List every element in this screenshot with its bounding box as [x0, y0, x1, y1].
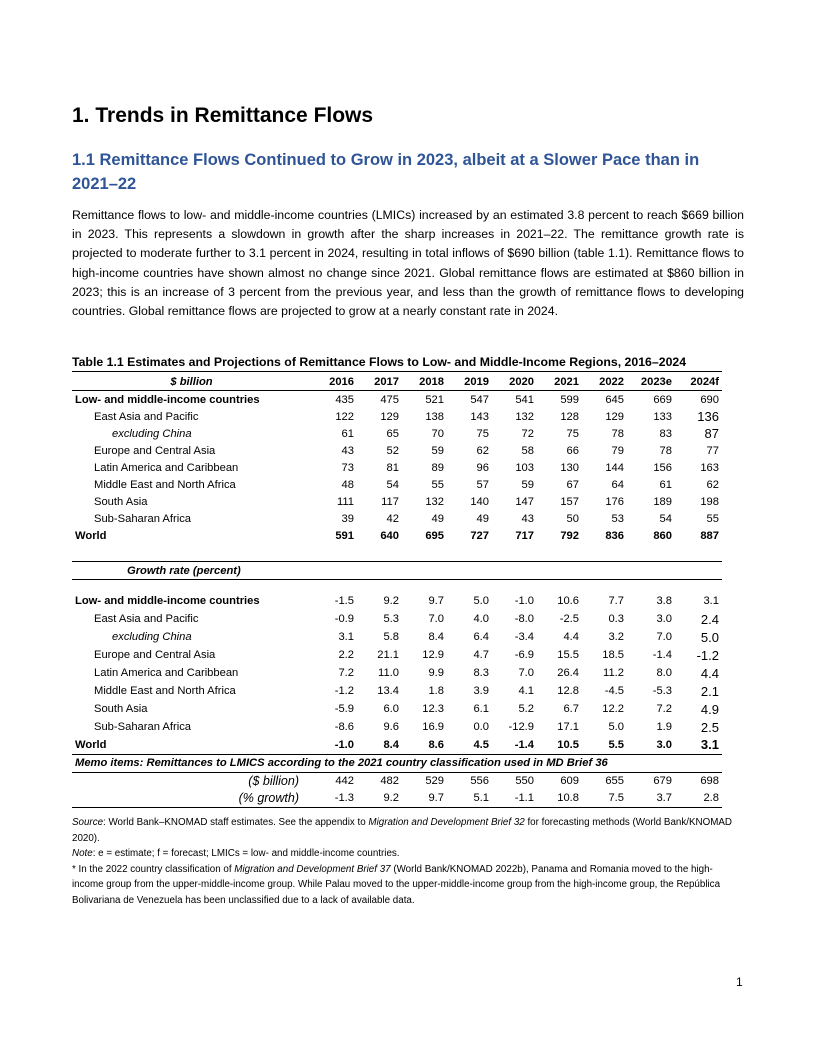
value-cell: -1.2: [334, 685, 354, 697]
memo-row: [72, 790, 722, 808]
value-cell: 130: [560, 461, 579, 474]
value-cell: 156: [653, 461, 672, 474]
value-cell: 609: [560, 775, 579, 787]
year-header: 2024f: [675, 373, 722, 391]
value-cell: 5.0: [608, 721, 624, 733]
value-cell: -8.0: [514, 613, 534, 625]
value-cell: 12.3: [422, 703, 444, 715]
value-cell: 2.8: [675, 790, 722, 808]
value-cell: 7.7: [608, 595, 624, 607]
row-label: East Asia and Pacific: [94, 410, 199, 423]
row-label: East Asia and Pacific: [94, 613, 199, 625]
value-cell: 72: [521, 427, 534, 440]
value-cell: 1.9: [656, 721, 672, 733]
value-cell: 62: [476, 444, 489, 457]
value-cell: 7.2: [338, 667, 354, 679]
row-label: Latin America and Caribbean: [94, 461, 239, 474]
value-cell: 136: [697, 409, 719, 424]
value-cell: 49: [476, 512, 489, 525]
value-cell: 9.2: [383, 595, 399, 607]
value-cell: 49: [431, 512, 444, 525]
table-row: [72, 476, 722, 493]
value-cell: 529: [425, 775, 444, 787]
value-cell: 3.1: [675, 736, 722, 754]
body-paragraph: Remittance flows to low- and middle-income countries (LMICs) increased by an estimated 3.8 percent to reach $669 billion in 2023. This represents a slowdown in growth after the sharp increases in 2021–22. The remittance growth rate is projected to moderate further to 3.1 percent in 2024, resulting in total inflows of $690 billion (table 1.1). Remittance flows to high-income countries have shown almost no change since 2021. Global remittance flows are estimated at $860 billion in 2023; this is an increase of 3 percent from the previous year, and less than the growth of remittance flows to developing countries. Global remittance flows are projected to grow at a nearly constant rate in 2024.: [72, 208, 744, 319]
value-cell: 2.5: [700, 719, 719, 735]
value-cell: 198: [700, 495, 719, 508]
value-cell: 5.3: [383, 613, 399, 625]
memo-row-label: ($ billion): [248, 774, 299, 788]
value-cell: 8.6: [402, 736, 447, 754]
value-cell: 57: [476, 478, 489, 491]
value-cell: 61: [341, 427, 354, 440]
value-cell: 176: [605, 495, 624, 508]
value-cell: 132: [425, 495, 444, 508]
value-cell: 75: [566, 427, 579, 440]
row-label: Sub-Saharan Africa: [94, 721, 192, 733]
value-cell: 695: [425, 529, 444, 542]
memo-row: [72, 772, 722, 790]
value-cell: 4.1: [518, 685, 534, 697]
table-row: [72, 510, 722, 527]
value-cell: 157: [560, 495, 579, 508]
value-cell: 9.2: [357, 790, 402, 808]
value-cell: 140: [470, 495, 489, 508]
value-cell: 698: [700, 775, 719, 787]
value-cell: 132: [515, 410, 534, 423]
value-cell: 16.9: [422, 721, 444, 733]
value-cell: 12.9: [422, 649, 444, 661]
value-cell: -5.3: [652, 685, 672, 697]
table-row: [72, 718, 722, 736]
value-cell: 7.0: [428, 613, 444, 625]
value-cell: 3.9: [473, 685, 489, 697]
row-label: Low- and middle-income countries: [75, 595, 260, 607]
value-cell: 67: [566, 478, 579, 491]
value-cell: 4.4: [563, 631, 579, 643]
memo-header-row: [72, 754, 722, 772]
value-cell: 3.7: [627, 790, 675, 808]
value-cell: 79: [611, 444, 624, 457]
row-label: excluding China: [112, 427, 192, 440]
row-label: South Asia: [94, 495, 148, 508]
value-cell: 143: [470, 410, 489, 423]
value-cell: 70: [431, 427, 444, 440]
value-cell: 59: [521, 478, 534, 491]
value-cell: 7.0: [656, 631, 672, 643]
value-cell: 1.8: [428, 685, 444, 697]
table-row: [72, 459, 722, 476]
value-cell: 42: [386, 512, 399, 525]
value-cell: 77: [706, 444, 719, 457]
value-cell: 96: [476, 461, 489, 474]
value-cell: 3.8: [656, 595, 672, 607]
value-cell: -1.2: [696, 647, 719, 663]
value-cell: 59: [431, 444, 444, 457]
value-cell: 163: [700, 461, 719, 474]
value-cell: 5.8: [383, 631, 399, 643]
value-cell: 3.2: [608, 631, 624, 643]
value-cell: 442: [335, 775, 354, 787]
row-label: Middle East and North Africa: [94, 685, 236, 697]
value-cell: 117: [381, 495, 399, 508]
value-cell: 4.9: [700, 701, 719, 717]
value-cell: 640: [380, 529, 399, 542]
value-cell: 7.0: [518, 667, 534, 679]
value-cell: 53: [611, 512, 624, 525]
table-spacer: [72, 544, 722, 562]
abbrev-note: [72, 846, 744, 862]
value-cell: -8.6: [334, 721, 354, 733]
value-cell: 4.0: [473, 613, 489, 625]
row-label: Low- and middle-income countries: [75, 393, 260, 406]
value-cell: 55: [706, 512, 719, 525]
year-header: 2020: [492, 373, 537, 391]
value-cell: 78: [659, 444, 672, 457]
table-row: [72, 610, 722, 628]
value-cell: 147: [515, 495, 534, 508]
value-cell: 12.2: [602, 703, 624, 715]
value-cell: 5.0: [473, 595, 489, 607]
value-cell: 12.8: [557, 685, 579, 697]
value-cell: 792: [560, 529, 579, 542]
value-cell: 435: [335, 393, 354, 406]
value-cell: 887: [700, 529, 719, 542]
table-row: [72, 408, 722, 425]
value-cell: 11.0: [378, 667, 399, 679]
row-label: Europe and Central Asia: [94, 649, 216, 661]
section-heading: 1. Trends in Remittance Flows: [72, 104, 374, 127]
value-cell: 43: [341, 444, 354, 457]
year-header: 2023e: [627, 373, 675, 391]
value-cell: -1.1: [492, 790, 537, 808]
note-text: : e = estimate; f = forecast; LMICs = low- and middle-income countries.: [92, 848, 400, 859]
value-cell: 836: [605, 529, 624, 542]
value-cell: 103: [515, 461, 534, 474]
value-cell: 65: [386, 427, 399, 440]
value-cell: 128: [560, 410, 579, 423]
value-cell: 83: [659, 427, 672, 440]
value-cell: 669: [653, 393, 672, 406]
value-cell: 2.4: [700, 611, 719, 627]
value-cell: 645: [605, 393, 624, 406]
value-cell: -6.9: [514, 649, 534, 661]
value-cell: 7.5: [582, 790, 627, 808]
value-cell: 111: [336, 495, 354, 508]
source-label: Source: [72, 817, 104, 828]
row-label: Europe and Central Asia: [94, 444, 216, 457]
value-cell: 0.3: [608, 613, 624, 625]
table-header-row: [72, 373, 722, 391]
value-cell: 9.9: [428, 667, 444, 679]
value-cell: 75: [476, 427, 489, 440]
value-cell: 6.1: [473, 703, 489, 715]
value-cell: 9.7: [428, 595, 444, 607]
table-row: [72, 592, 722, 610]
value-cell: -0.9: [334, 613, 354, 625]
year-header: 2022: [582, 373, 627, 391]
year-header: 2019: [447, 373, 492, 391]
value-cell: 64: [611, 478, 624, 491]
star-italic: Migration and Development Brief 37: [234, 863, 391, 875]
value-cell: 73: [341, 461, 354, 474]
value-cell: -1.5: [334, 595, 354, 607]
spacer-cell: [72, 544, 722, 562]
value-cell: 15.5: [557, 649, 579, 661]
row-label: World: [75, 529, 107, 542]
value-cell: 89: [431, 461, 444, 474]
value-cell: 129: [605, 410, 624, 423]
note-label: Note: [72, 848, 93, 859]
classification-note: [72, 862, 744, 909]
star-text-2: (World Bank/KNOMAD 2022b), Panama and Romania moved to the high-income group from the upper-middle-income group. While Palau moved to the upper-middle-income group from the high-income group, the República Bolivariana de Venezuela has been unclassified due to a lack of available data.: [72, 863, 721, 906]
value-cell: -5.9: [334, 703, 354, 715]
year-header: 2017: [357, 373, 402, 391]
year-header: 2018: [402, 373, 447, 391]
table-row: [72, 527, 722, 544]
value-cell: 58: [521, 444, 534, 457]
growth-header-row: [72, 562, 722, 580]
value-cell: 679: [653, 775, 672, 787]
value-cell: -1.3: [311, 790, 357, 808]
table-title: Table 1.1 Estimates and Projections of Remittance Flows to Low- and Middle-Income Regions, 2016–2024: [72, 355, 687, 369]
value-cell: 39: [341, 512, 354, 525]
value-cell: 87: [704, 426, 719, 441]
value-cell: 4.7: [473, 649, 489, 661]
table-row: [72, 425, 722, 442]
table-row: [72, 493, 722, 510]
value-cell: 6.7: [563, 703, 579, 715]
value-cell: 7.2: [656, 703, 672, 715]
value-cell: 6.0: [383, 703, 399, 715]
table-spacer: [72, 580, 722, 593]
year-header: 2021: [537, 373, 582, 391]
value-cell: 8.4: [428, 631, 444, 643]
value-cell: 10.6: [557, 595, 579, 607]
value-cell: 144: [605, 461, 624, 474]
row-label: Middle East and North Africa: [94, 478, 236, 491]
table-row: [72, 664, 722, 682]
star-text-1: * In the 2022 country classification of: [72, 863, 235, 875]
value-cell: 61: [659, 478, 672, 491]
source-note: [72, 815, 744, 846]
value-cell: -1.4: [492, 736, 537, 754]
value-cell: 55: [431, 478, 444, 491]
value-cell: 3.0: [627, 736, 675, 754]
value-cell: -1.0: [514, 595, 534, 607]
value-cell: 21.1: [377, 649, 399, 661]
remittance-table: [72, 373, 722, 808]
value-cell: 547: [470, 393, 489, 406]
value-cell: 81: [386, 461, 399, 474]
value-cell: 727: [470, 529, 489, 542]
value-cell: 2.2: [338, 649, 354, 661]
source-text-1: : World Bank–KNOMAD staff estimates. See the appendix to: [103, 817, 369, 828]
value-cell: 52: [386, 444, 399, 457]
unit-label: $ billion: [72, 373, 311, 391]
value-cell: 122: [335, 410, 354, 423]
value-cell: 54: [386, 478, 399, 491]
spacer-cell: [72, 580, 722, 593]
value-cell: 8.4: [357, 736, 402, 754]
value-cell: 482: [380, 775, 399, 787]
page-number: 1: [736, 975, 743, 989]
table-row: [72, 391, 722, 409]
value-cell: 3.1: [338, 631, 354, 643]
table-row: [72, 700, 722, 718]
value-cell: 599: [560, 393, 579, 406]
value-cell: 54: [659, 512, 672, 525]
value-cell: 138: [425, 410, 444, 423]
value-cell: -2.5: [559, 613, 579, 625]
value-cell: 9.7: [402, 790, 447, 808]
value-cell: 43: [521, 512, 534, 525]
value-cell: 5.0: [700, 629, 719, 645]
value-cell: 690: [700, 393, 719, 406]
subsection-heading: 1.1 Remittance Flows Continued to Grow in 2023, albeit at a Slower Pace than in 2021–22: [72, 151, 700, 193]
table-row: [72, 628, 722, 646]
value-cell: 860: [653, 529, 672, 542]
value-cell: 189: [653, 495, 672, 508]
row-label: Latin America and Caribbean: [94, 667, 239, 679]
row-label: South Asia: [94, 703, 148, 715]
memo-label: Memo items: Remittances to LMICS according to the 2021 country classification used in MD Brief 36: [72, 754, 722, 772]
table-row: [72, 646, 722, 664]
row-label: World: [72, 736, 311, 754]
value-cell: 26.4: [557, 667, 579, 679]
table-top-rule: [72, 371, 722, 372]
value-cell: 129: [380, 410, 399, 423]
source-italic: Migration and Development Brief 32: [368, 817, 525, 828]
value-cell: -1.4: [652, 649, 672, 661]
memo-row-label: (% growth): [72, 790, 311, 808]
value-cell: 18.5: [602, 649, 624, 661]
value-cell: 591: [335, 529, 354, 542]
year-header: 2016: [311, 373, 357, 391]
value-cell: -1.0: [311, 736, 357, 754]
value-cell: 5.5: [582, 736, 627, 754]
value-cell: 5.1: [447, 790, 492, 808]
value-cell: 9.6: [383, 721, 399, 733]
table-row: [72, 682, 722, 700]
value-cell: 4.5: [447, 736, 492, 754]
value-cell: 556: [470, 775, 489, 787]
value-cell: 717: [515, 529, 534, 542]
value-cell: 8.0: [656, 667, 672, 679]
value-cell: 3.1: [703, 595, 719, 607]
value-cell: 17.1: [557, 721, 579, 733]
value-cell: -3.4: [514, 631, 534, 643]
row-label: Sub-Saharan Africa: [94, 512, 192, 525]
value-cell: 78: [611, 427, 624, 440]
value-cell: 66: [566, 444, 579, 457]
row-label: excluding China: [112, 631, 192, 643]
value-cell: 62: [706, 478, 719, 491]
value-cell: 8.3: [473, 667, 489, 679]
value-cell: 133: [653, 410, 672, 423]
value-cell: 550: [515, 775, 534, 787]
value-cell: 0.0: [473, 721, 489, 733]
value-cell: 50: [566, 512, 579, 525]
growth-label: Growth rate (percent): [72, 562, 722, 580]
value-cell: 6.4: [473, 631, 489, 643]
value-cell: 541: [515, 393, 534, 406]
table-row: [72, 736, 722, 754]
value-cell: 11.2: [603, 667, 624, 679]
value-cell: 521: [425, 393, 444, 406]
value-cell: 48: [341, 478, 354, 491]
value-cell: 4.4: [700, 665, 719, 681]
table-row: [72, 442, 722, 459]
value-cell: 10.8: [537, 790, 582, 808]
table-notes: [72, 815, 744, 908]
source-text-2: for forecasting methods (World Bank/KNOMAD 2020).: [72, 817, 732, 844]
value-cell: 13.4: [377, 685, 399, 697]
value-cell: 475: [380, 393, 399, 406]
value-cell: 655: [605, 775, 624, 787]
value-cell: -12.9: [508, 721, 534, 733]
value-cell: 5.2: [518, 703, 534, 715]
value-cell: -4.5: [604, 685, 624, 697]
value-cell: 3.0: [656, 613, 672, 625]
value-cell: 2.1: [700, 683, 719, 699]
value-cell: 10.5: [537, 736, 582, 754]
